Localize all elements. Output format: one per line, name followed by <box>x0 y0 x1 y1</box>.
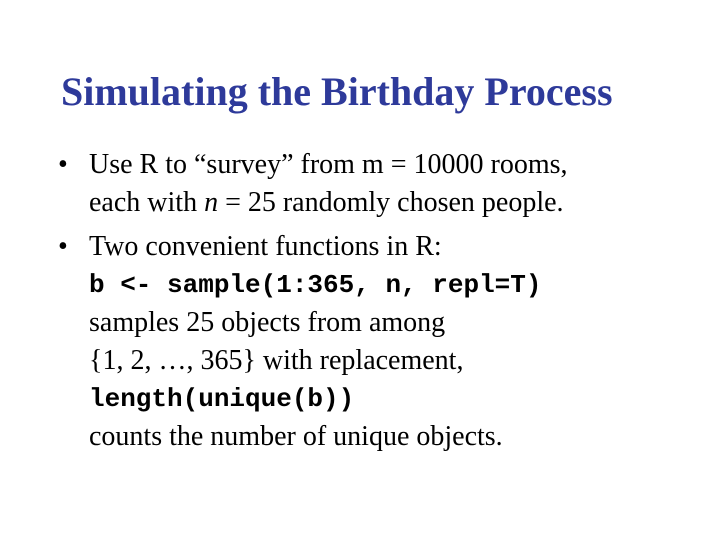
bullet-1-line-1 <box>58 146 568 184</box>
bullet-2 <box>58 228 541 456</box>
bullet-2-text: Two convenient functions in R: <box>89 231 442 262</box>
bullet-mark: • <box>58 149 68 180</box>
bullet-2-line-1 <box>58 228 541 266</box>
bullet-1-line-2-post: = 25 randomly chosen people. <box>218 187 564 218</box>
bullet-1-line-2 <box>58 184 568 222</box>
variable-n: n <box>204 187 219 218</box>
bullet-2-line-3: samples 25 objects from among <box>89 307 446 338</box>
code-sample-line: b <- sample(1:365, n, repl=T) <box>89 270 542 300</box>
slide-title: Simulating the Birthday Process <box>61 69 613 114</box>
bullet-1-line-2-pre: each with <box>89 187 205 218</box>
bullet-2-line-6: counts the number of unique objects. <box>89 421 503 452</box>
bullet-1 <box>58 146 568 222</box>
bullet-mark: • <box>58 231 68 262</box>
code-length-unique-line: length(unique(b)) <box>89 384 355 414</box>
bullet-1-text: Use R to “survey” from m = 10000 rooms, <box>89 149 568 180</box>
bullet-2-line-4: {1, 2, …, 365} with replacement, <box>89 345 464 376</box>
